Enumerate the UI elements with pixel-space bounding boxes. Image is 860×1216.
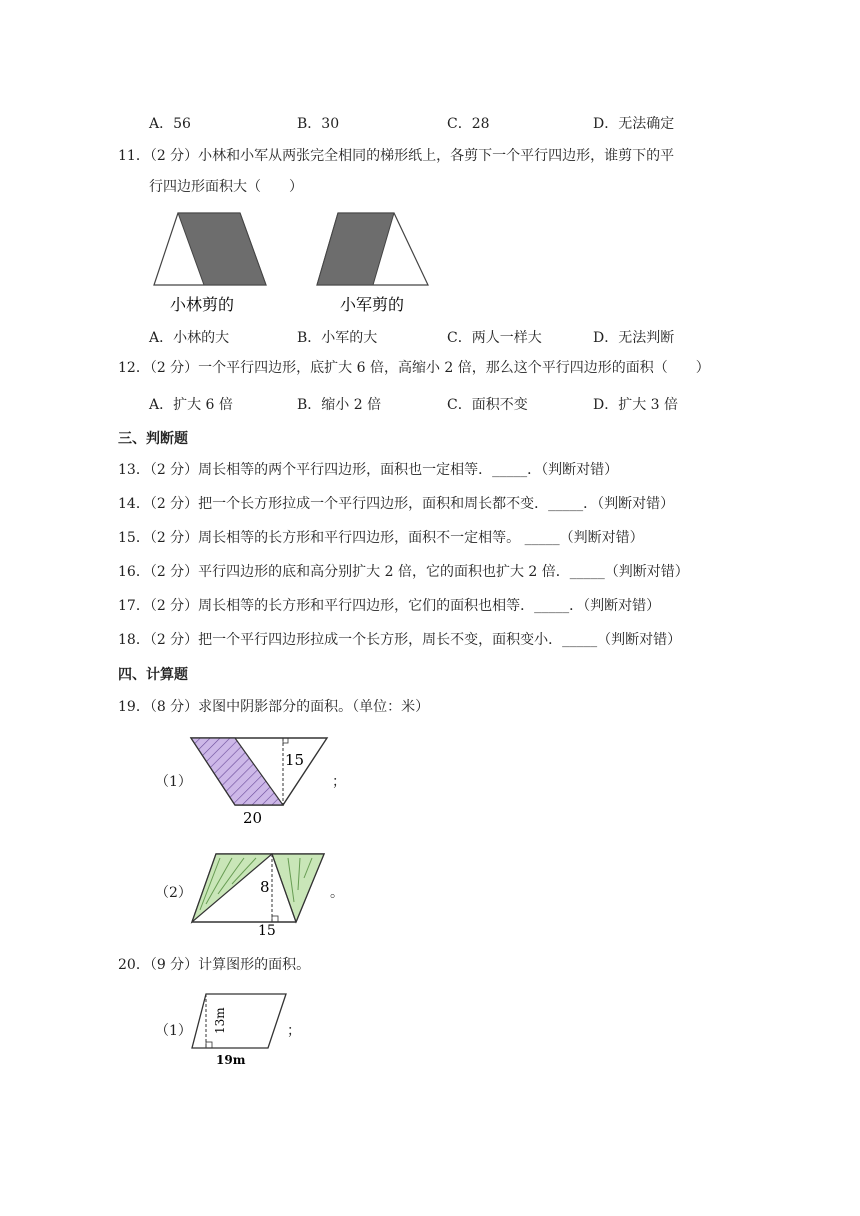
q20-text: 20．（9 分）计算图形的面积。 [118, 957, 311, 973]
judge-q13: 13．（2 分）周长相等的两个平行四边形，面积也一定相等．_____．（判断对错） [118, 462, 619, 478]
option-b[interactable]: B．30 [297, 116, 340, 132]
height-label-2: 8 [260, 878, 270, 896]
q19-figure2 [188, 850, 333, 935]
base-label-1: 20 [243, 809, 263, 827]
q20-parallelogram-figure [190, 990, 295, 1070]
q12-text: 12．（2 分）一个平行四边形，底扩大 6 倍，高缩小 2 倍，那么这个平行四边形的面积（ ） [118, 360, 710, 376]
section-title-calc: 四、计算题 [118, 667, 188, 683]
option-a[interactable]: A．小林的大 [149, 330, 230, 346]
q19-part2-end: 。 [330, 885, 344, 901]
q19-text: 19．（8 分）求图中阴影部分的面积。（单位：米） [118, 699, 430, 715]
q19-figure1 [185, 733, 345, 828]
q19-part2-label: （2） [155, 885, 192, 901]
caption-xiaolin: 小林剪的 [170, 295, 235, 314]
option-c[interactable]: C．面积不变 [447, 397, 528, 413]
base-label-2: 15 [258, 923, 276, 935]
judge-q14: 14．（2 分）把一个长方形拉成一个平行四边形，面积和周长都不变．_____．（判断对错） [118, 496, 675, 512]
option-a[interactable]: A．56 [149, 116, 191, 132]
q11-text-line1: 11．（2 分）小林和小军从两张完全相同的梯形纸上，各剪下一个平行四边形，谁剪下的平 [118, 148, 675, 164]
option-c[interactable]: C．两人一样大 [447, 330, 542, 346]
judge-q17: 17．（2 分）周长相等的长方形和平行四边形，它们的面积也相等．_____．（判断对错） [118, 598, 661, 614]
option-b[interactable]: B．小军的大 [297, 330, 378, 346]
q11-text-line2: 行四边形面积大（ ） [149, 179, 303, 195]
trapezoid-xiaolin [154, 213, 266, 285]
option-c[interactable]: C．28 [447, 116, 490, 132]
judge-q18: 18．（2 分）把一个平行四边形拉成一个长方形，周长不变，面积变小．_____（判断对错） [118, 632, 682, 648]
q11-trapezoid-figures [140, 205, 450, 320]
option-d[interactable]: D．扩大 3 倍 [593, 397, 679, 413]
judge-q16: 16．（2 分）平行四边形的底和高分别扩大 2 倍，它的面积也扩大 2 倍．_____（判断对错） [118, 564, 689, 580]
option-d[interactable]: D．无法确定 [593, 116, 675, 132]
q19-part1-label: （1） [155, 774, 192, 790]
judge-q15: 15．（2 分）周长相等的长方形和平行四边形，面积不一定相等。 _____（判断对错） [118, 530, 644, 546]
option-b[interactable]: B．缩小 2 倍 [297, 397, 382, 413]
q20-part1-label: （1） [155, 1023, 192, 1039]
q19-part1-end: ； [332, 774, 346, 790]
option-d[interactable]: D．无法判断 [593, 330, 675, 346]
height-label-1: 15 [285, 751, 305, 769]
base-label: 19m [216, 1053, 246, 1067]
option-a[interactable]: A．扩大 6 倍 [149, 397, 233, 413]
height-label: 13m [213, 1007, 227, 1034]
caption-xiaojun: 小军剪的 [340, 295, 405, 314]
q20-part1-end: ； [287, 1023, 301, 1039]
section-title-judge: 三、判断题 [118, 431, 188, 447]
trapezoid-xiaojun [317, 213, 428, 285]
